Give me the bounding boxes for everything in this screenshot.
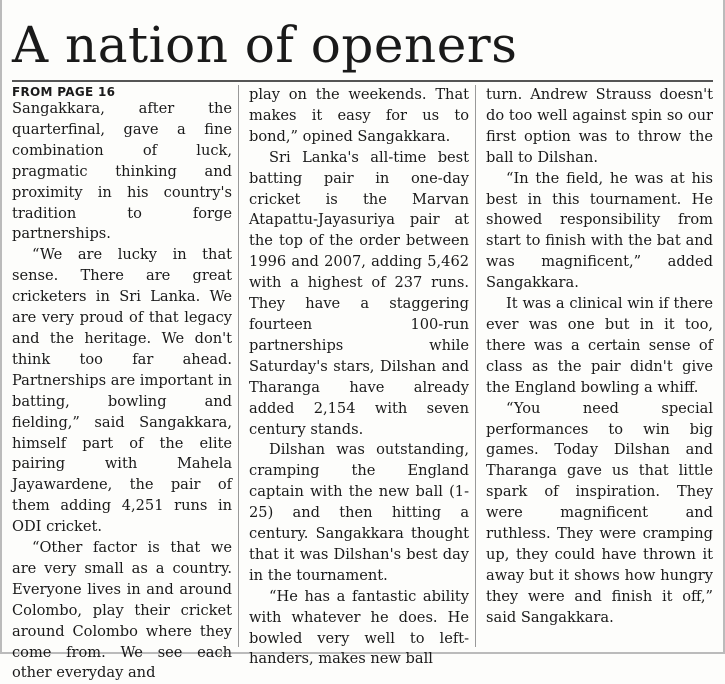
continuation-kicker: FROM PAGE 16 [12,85,116,99]
column-3 [486,85,713,647]
paragraph: Sri Lanka's all-time best batting pair in one-day cricket is the Marvan Atapattu-Jayasuriya pair at the top of the order between 1996 and 2007, adding 5,462 with a highest of 237 runs. They have a staggering fourteen 100-run partnerships while Saturday's stars, Dilshan and Tharanga have already added 2,154 with seven century stands. [249,148,470,438]
headline-rule [12,80,713,82]
paragraph: Sangakkara, after the quarterfinal, gave a fine combination of luck, pragmatic thinking and proximity in his country's tradition to forge partnerships. [12,100,233,243]
paragraph: “We are lucky in that sense. There are great cricketers in Sri Lanka. We are very proud of that legacy and the heritage. We don't think too far ahead. Partnerships are important in batting, bowling and fielding,” said Sangakkara, himself part of the elite pairing with Mahela Jayawardene, the pair of them adding 4,251 runs in ODI cricket. [12,246,233,536]
paragraph: turn. Andrew Strauss doesn't do too well against spin so our first option was to throw the ball to Dilshan. [486,86,714,166]
paragraph: play on the weekends. That makes it easy for us to bond,” opined Sangakkara. [249,86,470,145]
column-2 [249,85,476,668]
headline: A nation of openers [12,16,518,74]
paragraph: Dilshan was outstanding, cramping the England captain with the new ball (1-25) and then hitting a century. Sangakkara thought that it was Dilshan's best day in the tournament. [249,441,470,584]
paragraph: “In the field, he was at his best in this tournament. He showed responsibility from start to finish with the bat and was magnificent,” added Sangakkara. [486,169,714,292]
paragraph: “He has a fantastic ability with whatever he does. He bowled very well to left-handers, makes new ball [249,587,470,668]
paragraph: It was a clinical win if there ever was one but in it too, there was a certain sense of class as the pair didn't give the England bowling a whiff. [486,295,714,396]
column-1 [12,85,239,682]
paragraph: “You need special performances to win big games. Today Dilshan and Tharanga gave us that little spark of inspiration. They were magnificent and ruthless. They were cramping up, they could have thrown it away but it shows how hungry they were and finish it off,” said Sangakkara. [486,399,714,626]
paragraph: “Other factor is that we are very small as a country. Everyone lives in and around Colombo, play their cricket around Colombo where they come from. We see each other everyday and [12,539,233,682]
article-columns [12,85,714,682]
